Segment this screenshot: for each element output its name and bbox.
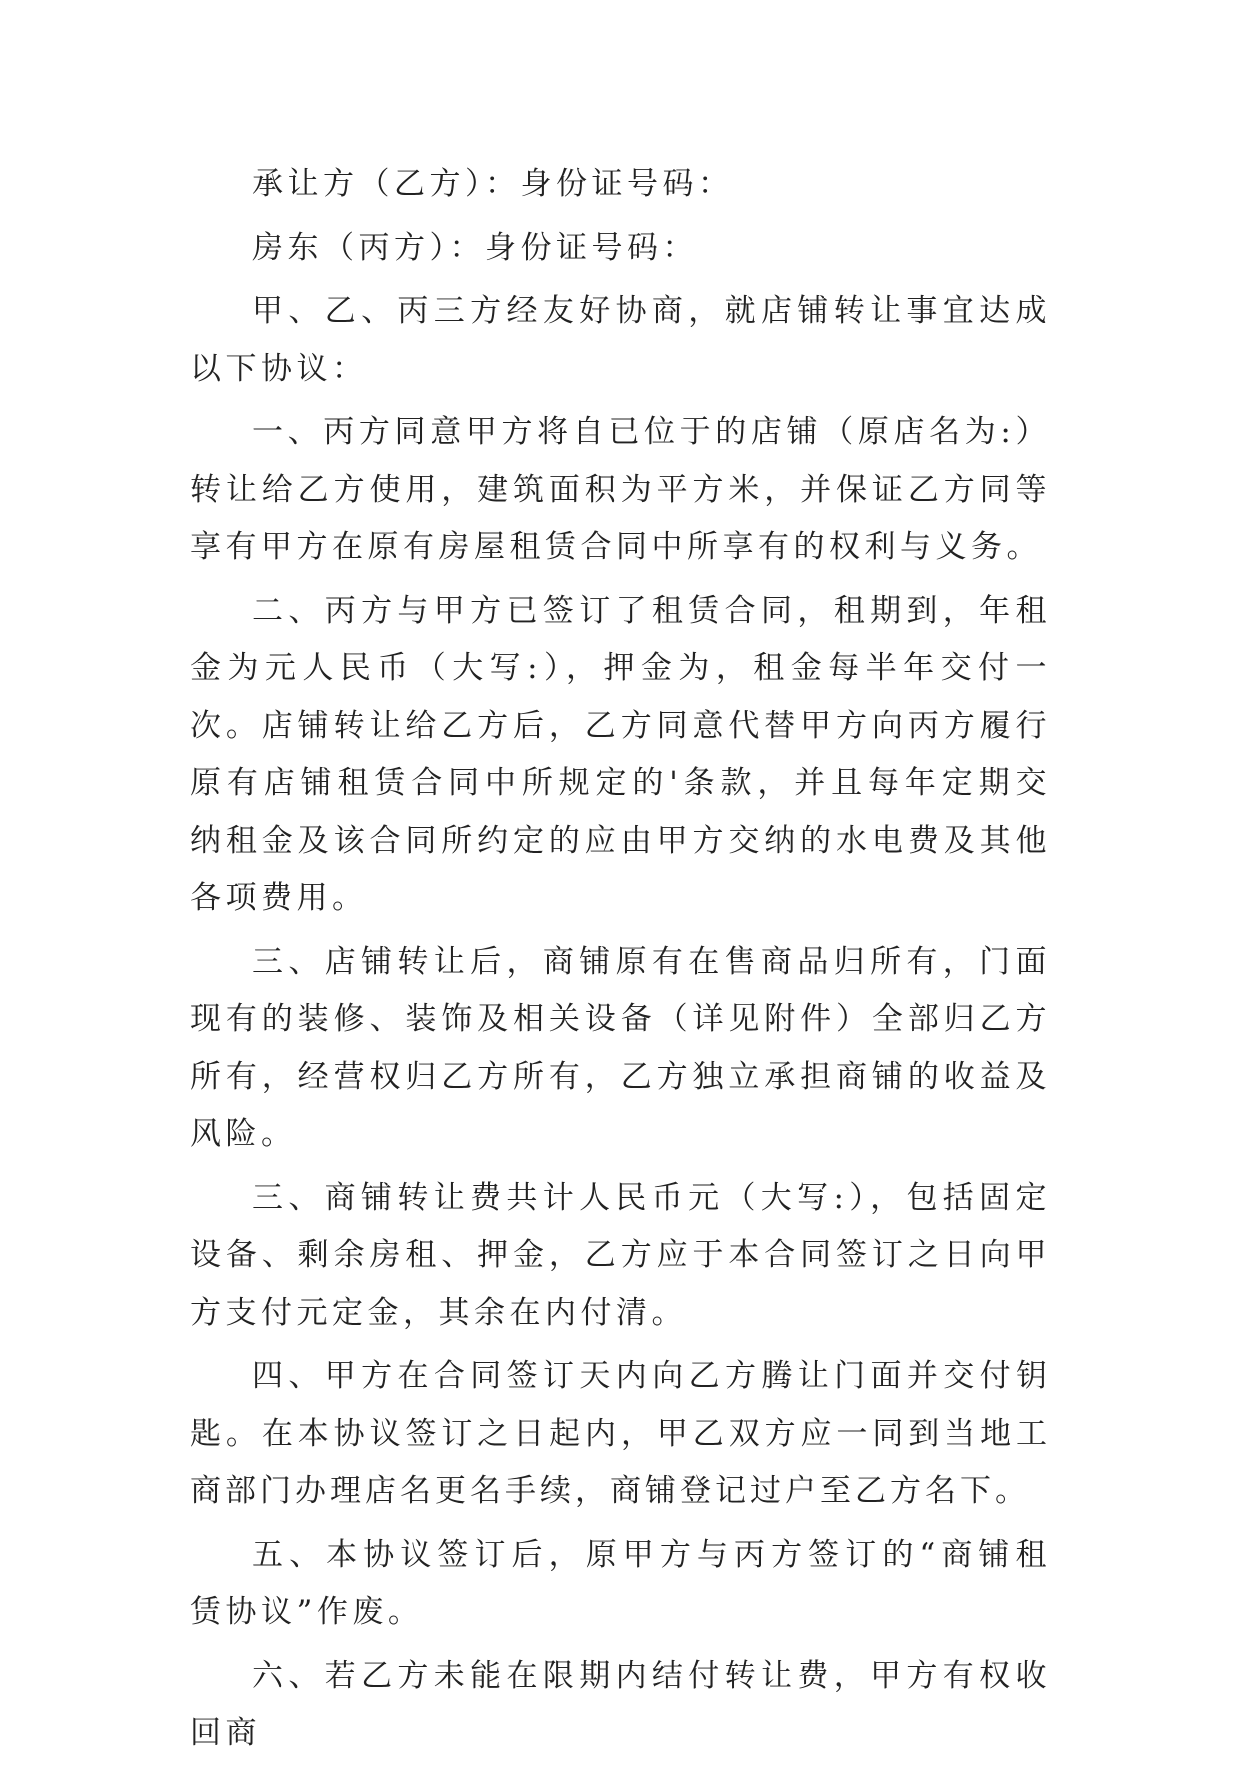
paragraph-transferee-id: 承让方（乙方）：身份证号码： xyxy=(252,166,734,202)
paragraph-clause-1: 一、丙方同意甲方将自已位于的店铺（原店名为:）转让给乙方使用，建筑面积为平方米，并保证乙方同等享有甲方在原有房屋租赁合同中所享有的权利与义务。 xyxy=(190,414,1051,565)
paragraph-clause-3b: 三、商铺转让费共计人民币元（大写:），包括固定设备、剩余房租、押金，乙方应于本合同签订之日向甲方支付元定金，其余在内付清。 xyxy=(190,1179,1051,1331)
paragraph-agreement-intro: 甲、乙、丙三方经友好协商，就店铺转让事宜达成以下协议： xyxy=(190,293,1051,387)
paragraph-clause-2: 二、丙方与甲方已签订了租赁合同，租期到，年租金为元人民币（大写:），押金为，租金每半年交付一次。店铺转让给乙方后，乙方同意代替甲方向丙方履行原有店铺租赁合同中所规定的'条款，并且每年定期交纳租金及该合同所约定的应由甲方交纳的水电费及其他各项费用。 xyxy=(190,592,1051,916)
paragraph-landlord-id: 房东（丙方）：身份证号码： xyxy=(252,229,698,266)
document-body xyxy=(190,156,1051,1769)
paragraph-clause-4: 四、甲方在合同签订天内向乙方腾让门面并交付钥匙。在本协议签订之日起内，甲乙双方应一同到当地工商部门办理店名更名手续，商铺登记过户至乙方名下。 xyxy=(190,1358,1051,1509)
paragraph-clause-5: 五、本协议签订后，原甲方与丙方签订的“商铺租赁协议”作废。 xyxy=(190,1536,1051,1630)
paragraph-clause-3: 三、店铺转让后，商铺原有在售商品归所有，门面现有的装修、装饰及相关设备（详见附件）全部归乙方所有，经营权归乙方所有，乙方独立承担商铺的收益及风险。 xyxy=(190,943,1051,1152)
paragraph-clause-6: 六、若乙方未能在限期内结付转让费，甲方有权收回商 xyxy=(190,1657,1051,1751)
